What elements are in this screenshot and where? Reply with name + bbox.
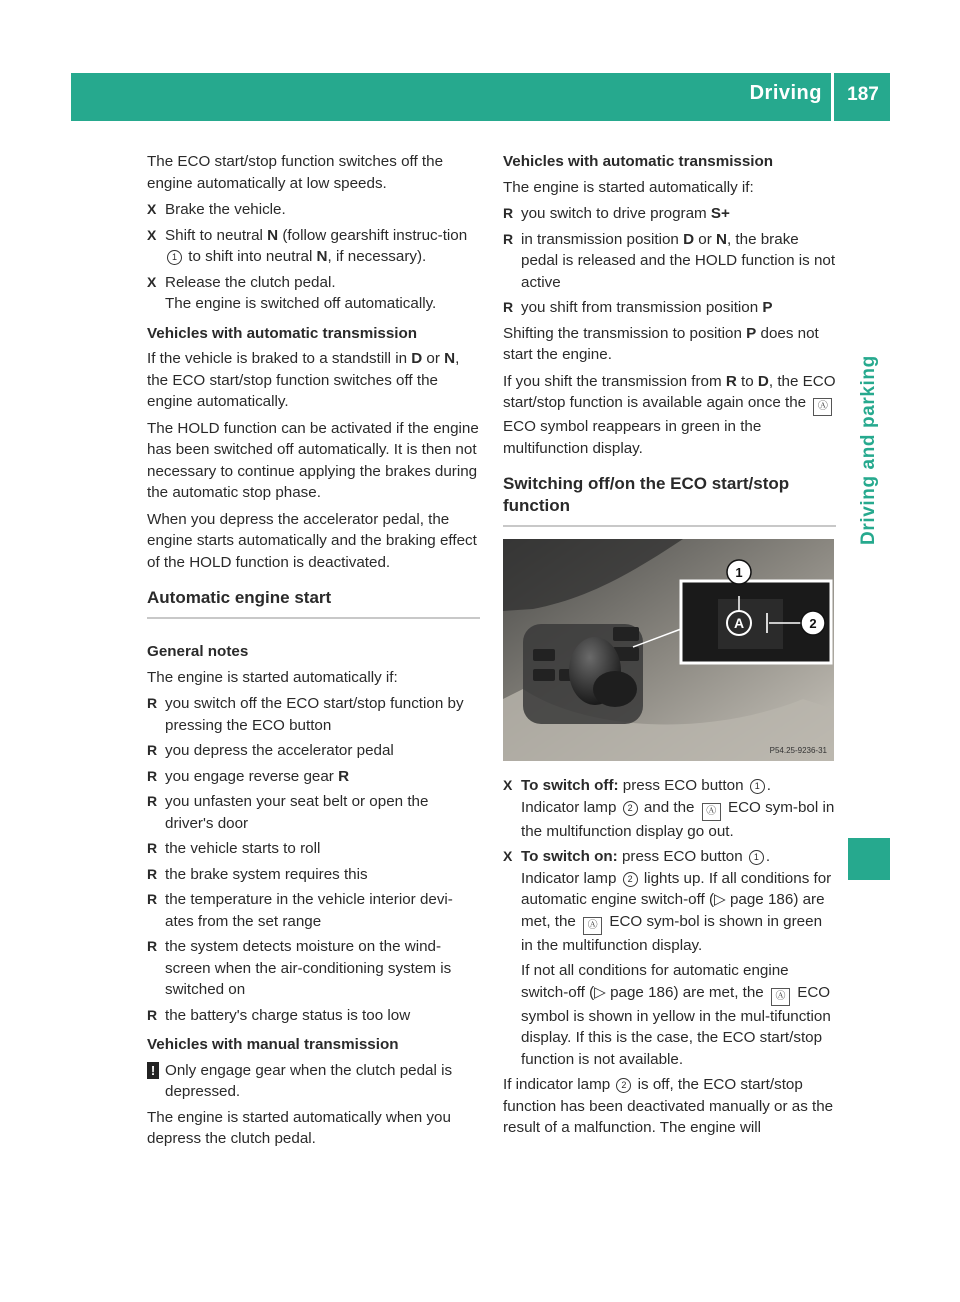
bullet-item: R the battery's charge status is too low (147, 1005, 480, 1027)
step-marker-icon: X (147, 273, 157, 290)
step-item: X To switch on: press ECO button 1 . Indicator lamp 2 lights up. If all conditions for automatic engine switch-off (▷ page 186) are met, the Ⓐ ECO sym-bol is shown in green in the multifunction display. If not all conditions for automatic engine switch-off (▷ page 186) are met, the Ⓐ ECO symbol is shown in yellow in the mul-tifunction display. If this is the case, the ECO start/stop function is not available. (503, 848, 832, 1068)
bullet-icon: R (147, 742, 158, 758)
header-divider (831, 73, 834, 121)
eco-button-letter: A (733, 615, 745, 631)
bullet-item: R you switch off the ECO start/stop function by pressing the ECO button (147, 695, 464, 734)
callout-1-icon: 1 (750, 779, 765, 794)
bullet-item: R the system detects moisture on the wind-screen when the air-conditioning system is switched on (147, 938, 452, 998)
bullet-item: R you switch to drive program S+ (503, 203, 836, 225)
subheading: Vehicles with automatic transmission (147, 324, 418, 342)
bullet-item: R you shift from transmission position P (503, 297, 836, 319)
bullet-icon: R (147, 865, 158, 882)
step-marker-icon: X (147, 201, 157, 217)
callout-2-icon: 2 (623, 872, 638, 887)
subheading: Vehicles with automatic transmission (503, 153, 774, 170)
bullet-icon: R (503, 299, 514, 315)
callout-1-icon: 1 (749, 850, 764, 865)
bullet-icon: R (147, 793, 158, 809)
eco-button-photo (503, 539, 834, 761)
bullet-item: R in transmission position D or N, the brake pedal is released and the HOLD function is not active (503, 230, 836, 291)
bullet-icon: R (503, 230, 514, 247)
figure-code: P54.25-9236-31 (769, 746, 827, 755)
warning-note: ! Only engage gear when the clutch pedal is depressed. (147, 1060, 480, 1103)
paragraph: Shifting the transmission to position P does not start the engine. (503, 324, 819, 363)
step-marker-icon: X (147, 226, 157, 243)
side-tab (848, 135, 890, 545)
bullet-icon: R (147, 891, 158, 907)
warning-icon: ! (147, 1062, 159, 1079)
bullet-item: R you depress the accelerator pedal (147, 740, 480, 762)
intro-paragraph: The ECO start/stop function switches off the engine automatically at low speeds. (147, 153, 444, 192)
page-number: 187 (847, 84, 879, 105)
bullet-icon: R (147, 767, 158, 784)
callout-2-label: 2 (809, 616, 817, 631)
page-reference[interactable]: page 186 (610, 983, 674, 1001)
bullet-icon: R (503, 205, 514, 221)
step-item: X Shift to neutral N (follow gearshift instruc-tion 1 to shift into neutral N, if necessary). (147, 226, 468, 265)
subheading: Vehicles with manual transmission (147, 1036, 399, 1053)
eco-symbol-icon: Ⓐ (813, 398, 832, 416)
side-marker (848, 838, 890, 880)
callout-2-icon: 2 (623, 801, 638, 816)
eco-symbol-icon: Ⓐ (583, 917, 602, 935)
bullet-item: R the brake system requires this (147, 864, 480, 886)
paragraph: The engine is started automatically if: (147, 668, 398, 686)
paragraph: If the vehicle is braked to a standstill in D or N, the ECO start/stop function switches off the engine automatically. (147, 350, 460, 410)
paragraph: The HOLD function can be activated if the engine has been switched off automatically. It is then not necessary to continue applying the brakes during the automatic stop phase. (147, 419, 479, 501)
step-marker-icon: X (503, 848, 513, 864)
bullet-item: R you unfasten your seat belt or open the driver's door (147, 793, 429, 832)
side-tab-label: Driving and parking (858, 355, 879, 545)
step-item: X Release the clutch pedal. The engine is switched off automatically. (147, 273, 437, 312)
bullet-icon: R (147, 1006, 158, 1023)
eco-symbol-icon: Ⓐ (702, 803, 721, 821)
step-item: X To switch off: press ECO button 1 . Indicator lamp 2 and the Ⓐ ECO sym-bol in the multifunction display go out. (503, 777, 835, 840)
left-column (147, 151, 480, 1155)
step-marker-icon: X (503, 777, 513, 793)
paragraph: The engine is started automatically if: (503, 178, 754, 196)
bullet-item: R the vehicle starts to roll (147, 838, 480, 860)
bullet-item: R you engage reverse gear R (147, 766, 480, 788)
callout-1-icon: 1 (167, 250, 182, 265)
bullet-icon: R (147, 695, 158, 711)
callout-2-icon: 2 (616, 1078, 631, 1093)
page-ref-arrow-icon: ▷ (714, 891, 726, 908)
paragraph: The engine is started automatically when you depress the clutch pedal. (147, 1108, 451, 1147)
header-section-title: Driving (749, 82, 822, 104)
bullet-item: R the temperature in the vehicle interior devi-ates from the set range (147, 891, 453, 930)
paragraph: If indicator lamp 2 is off, the ECO start/stop function has been deactivated manually or as the result of a malfunction. The engine will (503, 1076, 834, 1136)
page-ref-arrow-icon: ▷ (594, 983, 606, 1001)
paragraph: When you depress the accelerator pedal, the engine starts automatically and the braking effect of the HOLD function is deactivated. (147, 510, 477, 571)
bullet-icon: R (147, 840, 158, 856)
bullet-icon: R (147, 938, 158, 954)
eco-symbol-icon: Ⓐ (771, 988, 790, 1006)
page-reference[interactable]: page 186 (729, 891, 794, 908)
section-heading: Automatic engine start (147, 587, 480, 619)
callout-1-label: 1 (735, 565, 743, 580)
subheading: General notes (147, 643, 249, 660)
step-item: X Brake the vehicle. (147, 199, 480, 221)
paragraph: If you shift the transmission from R to D, the ECO start/stop function is available again once the Ⓐ ECO symbol reappears in green in the multifunction display. (503, 372, 836, 457)
section-heading: Switching off/on the ECO start/stop function (503, 473, 836, 527)
right-column (503, 151, 836, 1144)
